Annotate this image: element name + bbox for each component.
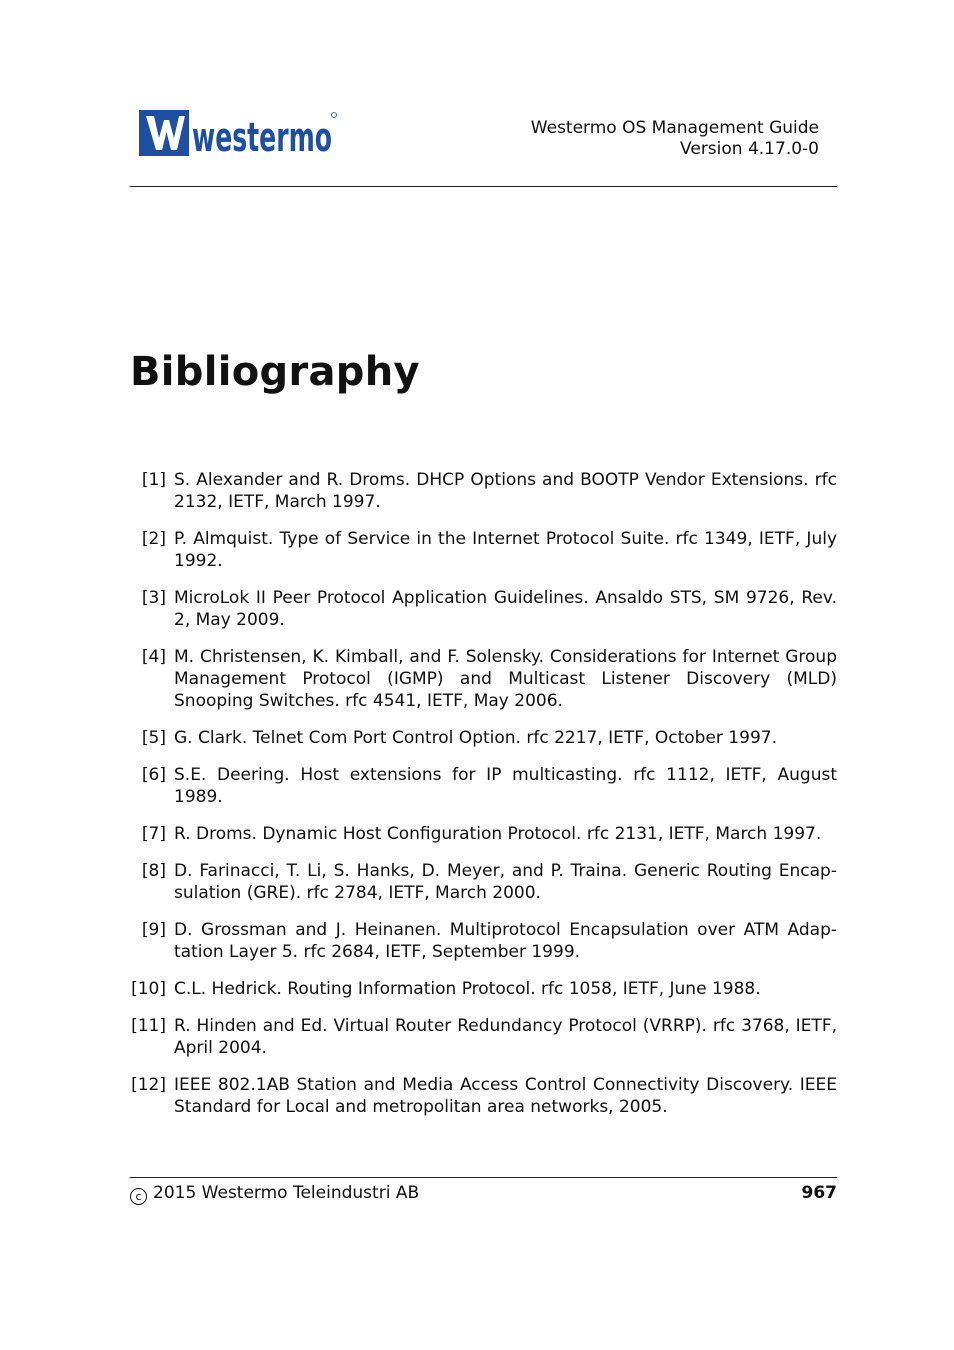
bibliography-entry — [130, 978, 837, 1000]
registered-mark — [332, 113, 337, 118]
entry-label: [3] — [141, 588, 166, 608]
logo-wordmark: westermo — [192, 115, 332, 161]
document-title: Westermo OS Management Guide — [530, 118, 819, 138]
bibliography-entry — [130, 764, 837, 808]
entry-label: [10] — [131, 979, 166, 999]
bibliography-entry — [130, 727, 837, 749]
copyright-text: 2015 Westermo Teleindustri AB — [153, 1183, 420, 1203]
bibliography-entry — [130, 469, 837, 513]
entry-label: [11] — [131, 1016, 166, 1036]
entry-label: [2] — [141, 529, 166, 549]
entry-label: [4] — [141, 647, 166, 667]
bibliography-entry — [130, 860, 837, 904]
entry-label: [5] — [141, 728, 166, 748]
footer-divider — [130, 1177, 837, 1178]
entry-text: P. Almquist. Type of Service in the Internet Protocol Suite. rfc 1349, IETF, July 1992. — [174, 529, 837, 571]
header-divider — [130, 186, 837, 187]
footer-copyright — [130, 1182, 419, 1205]
bibliography-entry — [130, 528, 837, 572]
entry-text: M. Christensen, K. Kimball, and F. Solensky. Considerations for Internet Group Management Protocol (IGMP) and Multicast Listener Discovery (MLD) Snooping Switches. rfc 4541, IETF, May 2006. — [174, 647, 837, 711]
bibliography-entry — [130, 1074, 837, 1118]
bibliography-entry — [130, 646, 837, 712]
bibliography-entry — [130, 919, 837, 963]
page-number: 967 — [801, 1183, 837, 1203]
entry-label: [6] — [141, 765, 166, 785]
entry-text: S. Alexander and R. Droms. DHCP Options and BOOTP Vendor Extensions. rfc 2132, IETF, March 1997. — [174, 470, 837, 512]
entry-text: IEEE 802.1AB Station and Media Access Control Connectivity Discovery. IEEE Standard for Local and metropolitan area networks, 2005. — [174, 1075, 837, 1117]
entry-text: D. Grossman and J. Heinanen. Multiprotocol Encapsulation over ATM Adap-tation Layer 5. rfc 2684, IETF, September 1999. — [174, 920, 837, 962]
entry-text: MicroLok II Peer Protocol Application Guidelines. Ansaldo STS, SM 9726, Rev. 2, May 2009. — [174, 588, 837, 630]
bibliography-entry — [130, 587, 837, 631]
entry-text: S.E. Deering. Host extensions for IP multicasting. rfc 1112, IETF, August 1989. — [174, 765, 837, 807]
entry-label: [7] — [141, 824, 166, 844]
entry-text: R. Droms. Dynamic Host Configuration Protocol. rfc 2131, IETF, March 1997. — [174, 824, 822, 844]
entry-label: [12] — [131, 1075, 166, 1095]
document-version: Version 4.17.0-0 — [680, 139, 819, 159]
entry-label: [1] — [141, 470, 166, 490]
entry-text: G. Clark. Telnet Com Port Control Option. rfc 2217, IETF, October 1997. — [174, 728, 777, 748]
copyright-icon: c — [130, 1188, 147, 1205]
entry-text: D. Farinacci, T. Li, S. Hanks, D. Meyer, and P. Traina. Generic Routing Encap-sulation (GRE). rfc 2784, IETF, March 2000. — [174, 861, 837, 903]
westermo-logo — [139, 110, 339, 161]
bibliography-entry — [130, 1015, 837, 1059]
entry-text: C.L. Hedrick. Routing Information Protocol. rfc 1058, IETF, June 1988. — [174, 979, 761, 999]
page-title: Bibliography — [130, 349, 420, 395]
bibliography-entry — [130, 823, 837, 845]
bibliography-list — [130, 469, 837, 1133]
entry-text: R. Hinden and Ed. Virtual Router Redundancy Protocol (VRRP). rfc 3768, IETF, April 2004. — [174, 1016, 837, 1058]
document-header — [531, 118, 819, 160]
entry-label: [9] — [141, 920, 166, 940]
entry-label: [8] — [141, 861, 166, 881]
